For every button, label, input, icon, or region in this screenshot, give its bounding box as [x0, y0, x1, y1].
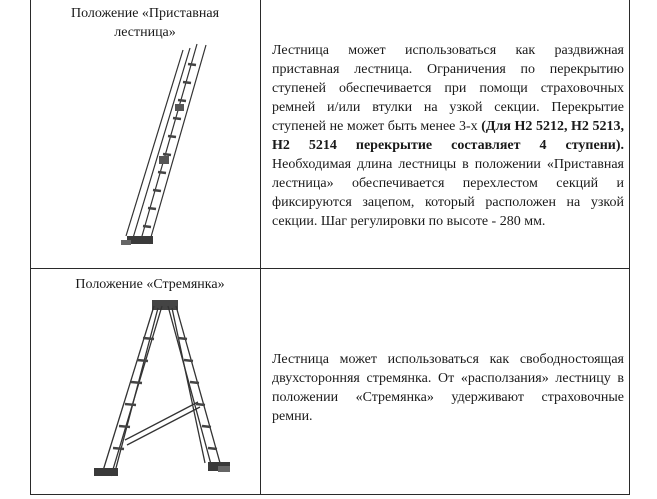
- row1-text-end: Необходимая длина лестницы в положении «Приставная лестница» обеспечивается перехлестом секций и фиксируются зацепом, который расположен на узкой секции. Шаг регулировки по высоте - 280 мм.: [272, 157, 624, 229]
- row1-text-start: Лестница может использоваться как раздвижная приставная лестница. Ограничения по перекрытию ступеней обеспечивается при помощи страховочных ремней и/или втулки на узкой секции. Перекрытие ступеней не может быть менее 3-х: [272, 43, 624, 134]
- table-left-border: [30, 0, 31, 495]
- extension-ladder-drawing: [85, 38, 215, 253]
- row2-title: Положение «Стремянка»: [75, 277, 225, 292]
- table-column-divider: [260, 0, 261, 495]
- table-right-border: [629, 0, 630, 495]
- stepladder-drawing: [80, 298, 250, 483]
- row1-description: [272, 41, 624, 231]
- table-row-divider: [30, 268, 630, 269]
- row1-text-bold: (Для Н2 5212, Н2 5213, Н2 5214 перекрытие составляет 4 ступени).: [272, 119, 624, 153]
- document-table: [30, 0, 630, 495]
- row2-description: Лестница может использоваться как свободностоящая двухсторонняя стремянка. От «расползания» лестницу в положении «Стремянка» удерживают страховочные ремни.: [272, 352, 624, 424]
- row1-title: Положение «Приставная лестница»: [70, 6, 220, 40]
- table-bottom-border: [30, 494, 630, 495]
